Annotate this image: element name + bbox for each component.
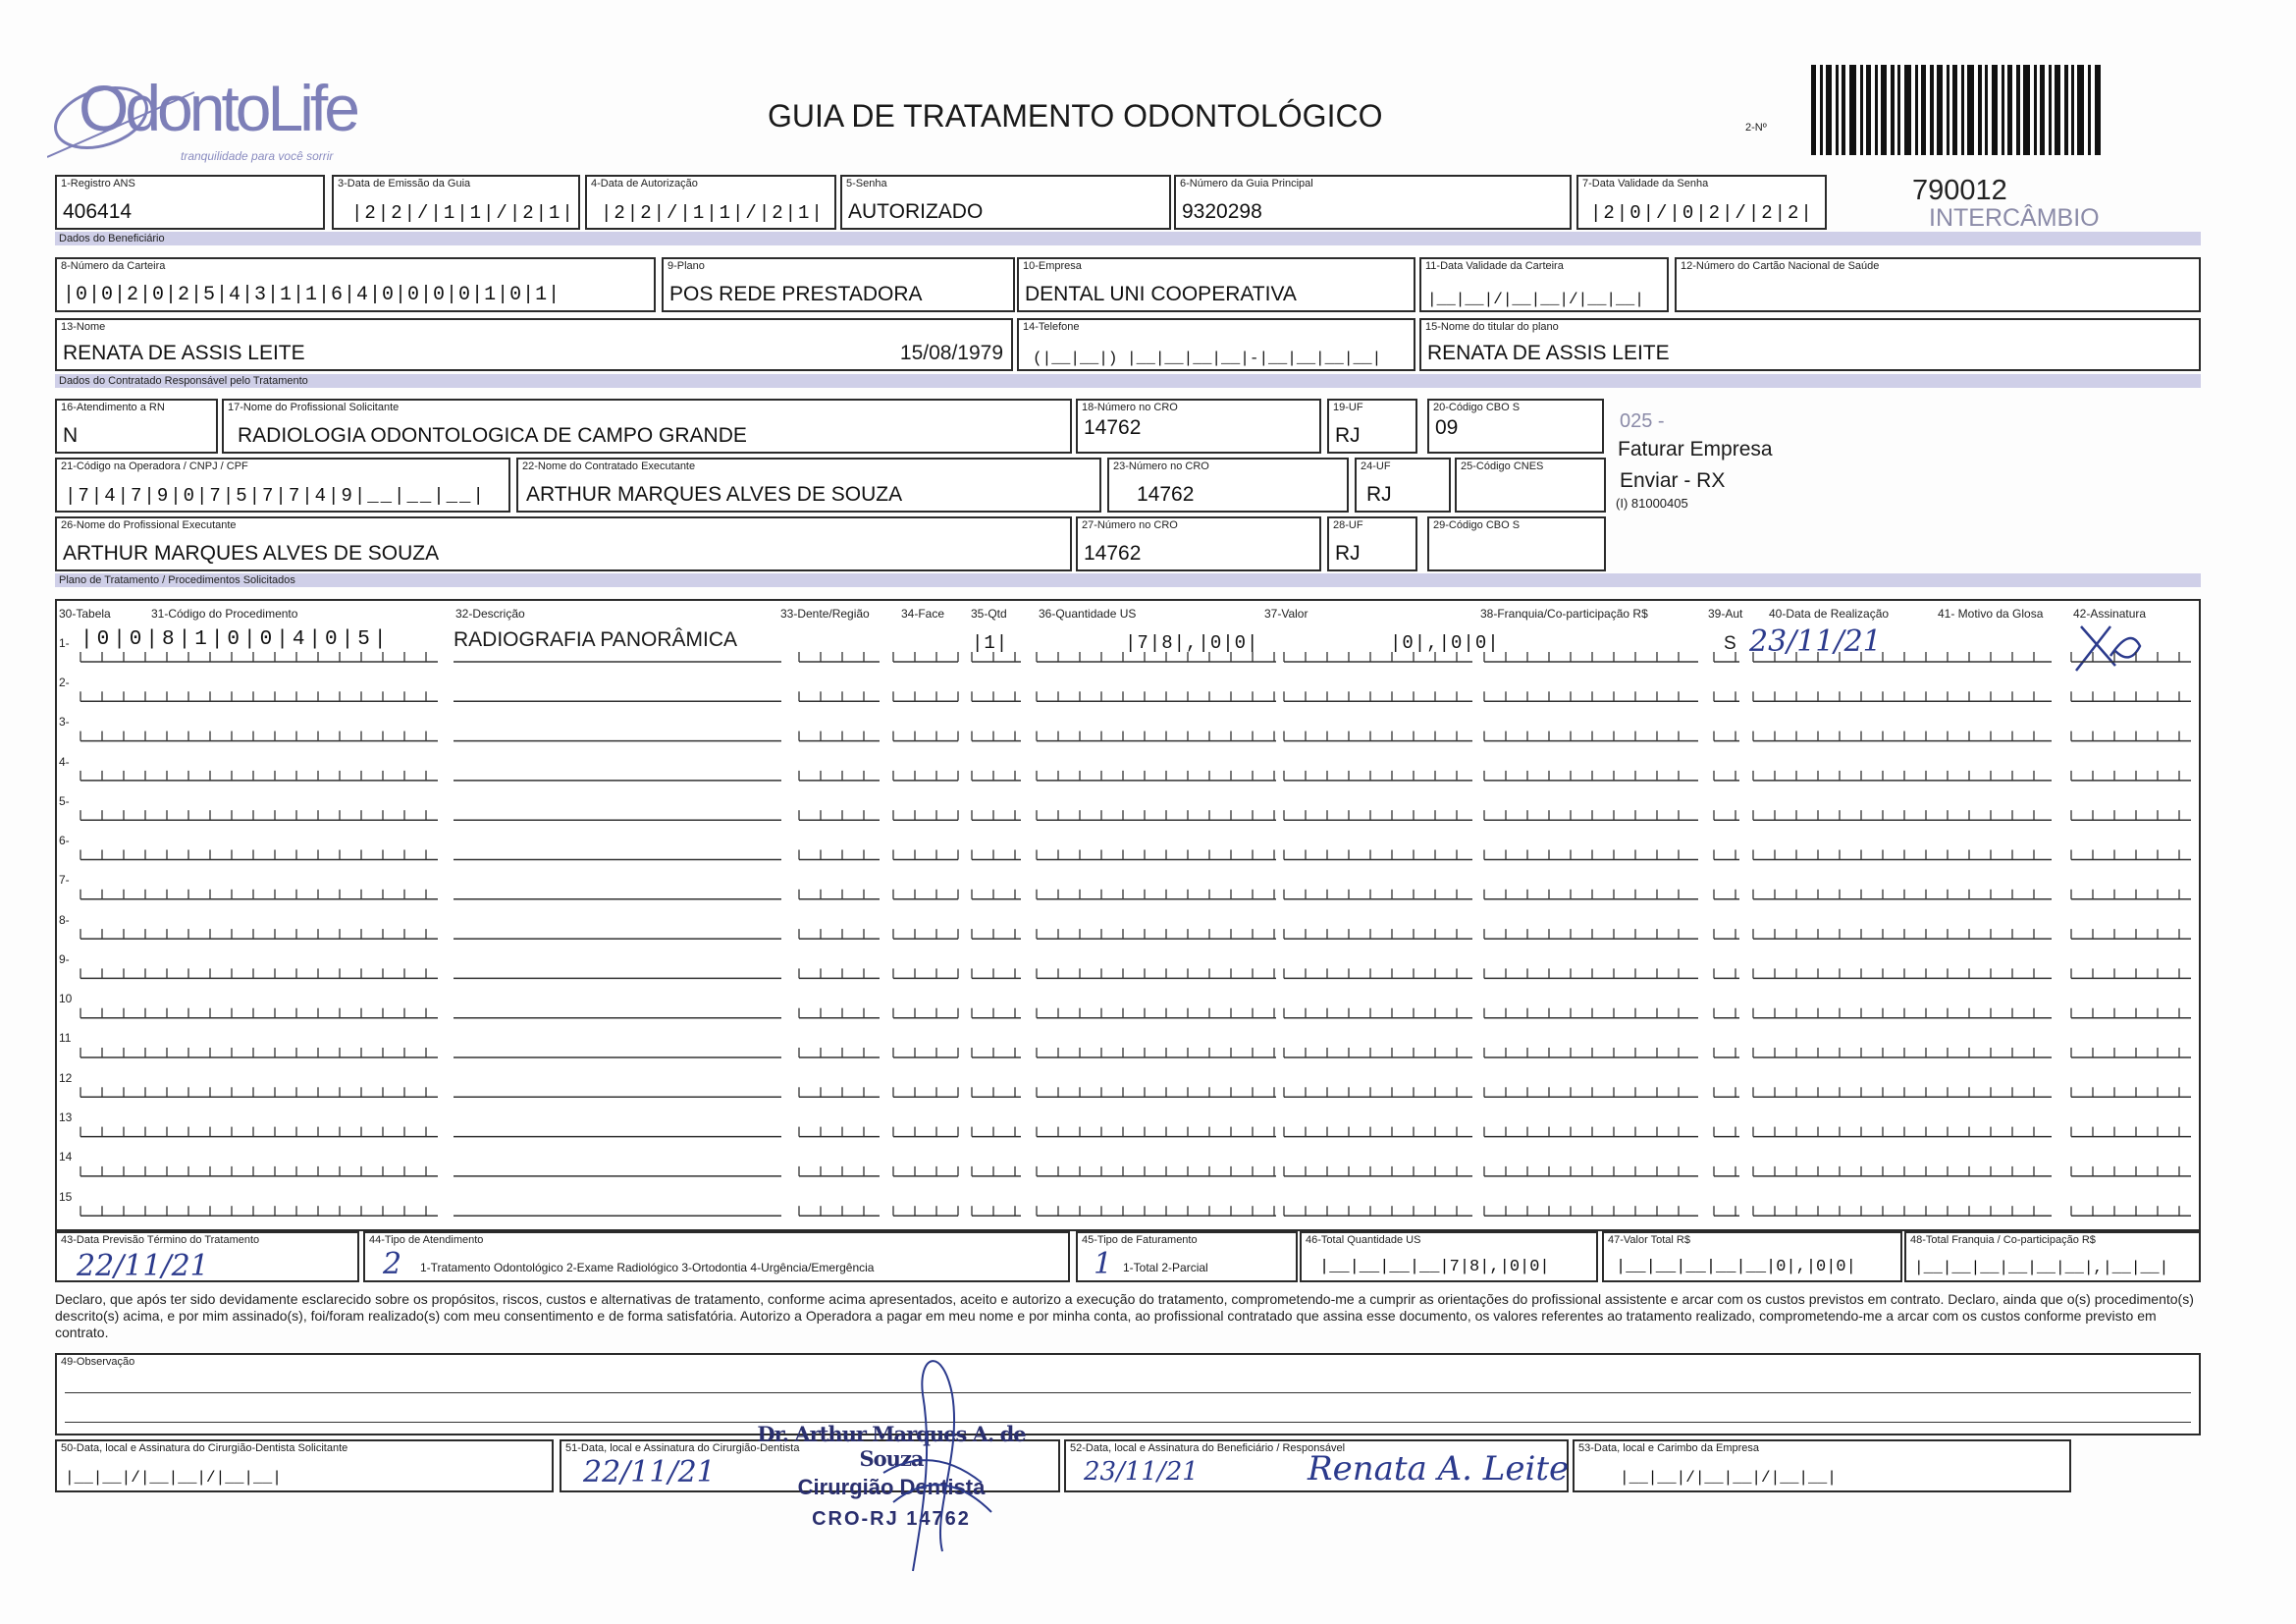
birth-date: 15/08/1979 [899,342,1003,364]
row-number: 9- [59,952,70,966]
field-label: 12-Número do Cartão Nacional de Saúde [1681,260,1880,272]
observacao-line [65,1422,2191,1423]
row-number: 6- [59,834,70,847]
section-beneficiario: Dados do Beneficiário [55,232,2201,245]
col-valor: 37-Valor [1264,607,1308,621]
row1-aut: S [1724,633,1736,654]
field-label: 7-Data Validade da Senha [1582,178,1709,189]
intercambio-label: INTERCÂMBIO [1929,204,2100,232]
row-number: 13 [59,1110,73,1124]
field-value: 14762 [1084,542,1142,565]
field-value: N [63,424,79,447]
col-quantidade-us: 36-Quantidade US [1039,607,1137,621]
side-note-codigo: (I) 81000405 [1616,496,1688,511]
field-label: 25-Código CNES [1461,460,1544,472]
field-label: 14-Telefone [1023,321,1080,333]
field-value: RJ [1366,483,1392,506]
guide-code: 790012 [1912,175,2007,206]
field-carimbo-empresa[interactable] [1573,1439,2071,1492]
row-number: 11 [59,1031,72,1045]
field-label: 46-Total Quantidade US [1306,1234,1421,1246]
row1-description: RADIOGRAFIA PANORÂMICA [454,628,737,651]
field-value: ARTHUR MARQUES ALVES DE SOUZA [63,542,440,565]
col-qtd: 35-Qtd [971,607,1007,621]
col-face: 34-Face [901,607,945,621]
field-label: 3-Data de Emissão da Guia [338,178,471,189]
field-label: 28-UF [1333,519,1363,531]
field-value: (|__|__|) |__|__|__|__|-|__|__|__|__| [1033,350,1382,367]
row1-valor: |0|,|0|0| [1390,632,1500,654]
field-label: 51-Data, local e Assinatura do Cirurgião-Dentista [565,1442,800,1454]
field-value: AUTORIZADO [848,200,984,223]
row1-quantidade-us: |7|8|,|0|0| [1125,632,1259,654]
field-value: 406414 [63,200,133,223]
field-value: RJ [1335,424,1361,447]
field-value: 9320298 [1182,200,1262,223]
row-number: 14 [59,1150,73,1164]
field-total-quantidade-us[interactable] [1300,1231,1598,1282]
col-data-realizacao: 40-Data de Realização [1769,607,1890,621]
field-valor-total[interactable] [1602,1231,1902,1282]
field-label: 21-Código na Operadora / CNPJ / CPF [61,460,248,472]
field-value: 14762 [1084,416,1142,439]
section-contratado: Dados do Contratado Responsável pelo Tratamento [55,374,2201,388]
field-value: POS REDE PRESTADORA [669,283,923,305]
row1-qtd: |1| [972,632,1009,654]
col-dente: 33-Dente/Região [780,607,870,621]
side-note-code: 025 - [1620,410,1665,432]
col-tabela: 30-Tabela [59,607,111,621]
field-label: 11-Data Validade da Carteira [1425,260,1564,272]
field-label: 49-Observação [61,1356,135,1368]
field-value-handwritten: 22/11/21 [583,1455,716,1489]
field-label: 23-Número no CRO [1113,460,1209,472]
field-label: 45-Tipo de Faturamento [1082,1234,1198,1246]
field-label: 17-Nome do Profissional Solicitante [228,402,400,413]
field-value: |__|__|__|__|__|__|,|__|__| [1914,1259,2169,1276]
field-label: 5-Senha [846,178,887,189]
row-number: 1- [59,636,70,650]
field-label: 10-Empresa [1023,260,1082,272]
field-label: 29-Código CBO S [1433,519,1521,531]
field-label: 16-Atendimento a RN [61,402,165,413]
field-options: 1-Total 2-Parcial [1123,1261,1208,1274]
field-label: 6-Número da Guia Principal [1180,178,1313,189]
field-value: |7|4|7|9|0|7|5|7|7|4|9|__|__|__| [65,485,486,507]
field-value: 14762 [1137,483,1195,506]
field-assinatura-beneficiario[interactable] [1064,1439,1569,1492]
field-value-handwritten: 2 [383,1247,402,1281]
field-label: 4-Data de Autorização [591,178,698,189]
row-number: 4- [59,755,70,769]
field-label: 15-Nome do titular do plano [1425,321,1559,333]
field-label: 47-Valor Total R$ [1608,1234,1690,1246]
field-label: 20-Código CBO S [1433,402,1521,413]
row-number: 5- [59,794,70,808]
field-value: RADIOLOGIA ODONTOLOGICA DE CAMPO GRANDE [238,424,747,447]
col-franquia: 38-Franquia/Co-participação R$ [1480,607,1648,621]
field-value-handwritten: 22/11/21 [77,1249,209,1283]
field-total-franquia[interactable] [1904,1231,2201,1282]
field-value: RENATA DE ASSIS LEITE [63,342,305,364]
field-observacao[interactable] [55,1353,2201,1435]
stamp-name: Dr. Arthur Marques A. de Souza [757,1422,1026,1471]
field-value: |__|__|/|__|__|/|__|__| [65,1469,282,1487]
field-label: 1-Registro ANS [61,178,135,189]
row1-code: |0|0|8|1|0|0|4|0|5| [80,628,391,651]
field-label: 52-Data, local e Assinatura do Beneficiário / Responsável [1070,1442,1346,1454]
field-value: |__|__|__|__|__|0|,|0|0| [1616,1258,1856,1276]
col-descricao: 32-Descrição [455,607,525,621]
col-codigo: 31-Código do Procedimento [151,607,298,621]
field-value: |__|__|/|__|__|/|__|__| [1427,291,1644,308]
observacao-line [65,1392,2191,1393]
field-value: |__|__|/|__|__|/|__|__| [1620,1469,1837,1487]
row1-date-handwritten: 23/11/21 [1749,624,1882,659]
field-label: 18-Número no CRO [1082,402,1178,413]
field-value: ARTHUR MARQUES ALVES DE SOUZA [526,483,903,506]
field-label: 24-UF [1361,460,1391,472]
side-note-enviar: Enviar - RX [1620,469,1726,492]
section-plano: Plano de Tratamento / Procedimentos Solicitados [55,573,2201,587]
field-value-handwritten: 1 [1094,1247,1113,1281]
col-aut: 39-Aut [1708,607,1743,621]
row-number: 7- [59,873,70,887]
field-label: 13-Nome [61,321,106,333]
field-label: 22-Nome do Contratado Executante [522,460,696,472]
field-tipo-atendimento[interactable] [363,1231,1070,1282]
field-options: 1-Tratamento Odontológico 2-Exame Radiológico 3-Ortodontia 4-Urgência/Emergência [420,1261,875,1274]
field-value: |2|0|/|0|2|/|2|2| [1590,202,1814,224]
col-assinatura: 42-Assinatura [2073,607,2147,621]
logo-text: OdontoLife [79,72,356,144]
beneficiary-signature: Renata A. Leite [1308,1449,1570,1489]
field-label: 50-Data, local e Assinatura do Cirurgião-Dentista Solicitante [61,1442,348,1454]
field-value: 09 [1435,416,1459,439]
field-value: |2|2|/|1|1|/|2|1| [601,202,825,224]
field-value: |0|0|2|0|2|5|4|3|1|1|6|4|0|0|0|0|1|0|1| [63,284,561,306]
stamp-cro: CRO-RJ 14762 [812,1508,971,1530]
field-label: 26-Nome do Profissional Executante [61,519,237,531]
row-number: 15 [59,1190,73,1204]
row-number: 8- [59,913,70,927]
stamp-title: Cirurgião Dentista [797,1475,986,1499]
field-label: 8-Número da Carteira [61,260,166,272]
field-tipo-faturamento[interactable] [1076,1231,1298,1282]
field-label: 19-UF [1333,402,1363,413]
row-number: 10 [59,992,73,1005]
declaration-text: Declaro, que após ter sido devidamente esclarecido sobre os propósitos, riscos, custos e alternativas de tratamento, conforme acima apresentados, aceito e autorizo a execução do tratamento, comprometendo-me a cumprir as orientações do profissional assistente e arcar com os custos previstos em contrato. Declaro, ainda que o(s) procedimento(s) descrito(s) acima, e por mim assinado(s), foi/foram realizado(s) com meu consentimento e de forma satisfatória. Autorizo a Operadora a pagar em meu nome e por minha conta, ao profissional contratado que assina esse documento, os valores referentes ao tratamento realizado, comprometendo-me a arcar com os custos conforme previsto em contrato. [55,1291,2194,1340]
row-number: 3- [59,715,70,729]
field-value: RENATA DE ASSIS LEITE [1427,342,1670,364]
field-data-previsao[interactable] [55,1231,359,1282]
field-label: 43-Data Previsão Término do Tratamento [61,1234,260,1246]
row-number: 12 [59,1071,73,1085]
field-label: 48-Total Franquia / Co-participação R$ [1910,1234,2096,1246]
field-value: |__|__|__|__|7|8|,|0|0| [1319,1258,1550,1276]
dentist-signature-icon [864,1335,1001,1581]
field-label: 9-Plano [667,260,705,272]
field-label: 53-Data, local e Carimbo da Empresa [1578,1442,1760,1454]
field-value: DENTAL UNI COOPERATIVA [1025,283,1297,305]
field-label: 44-Tipo de Atendimento [369,1234,484,1246]
col-motivo-glosa: 41- Motivo da Glosa [1938,607,2044,621]
field-value-handwritten: 23/11/21 [1084,1457,1199,1487]
guide-number-label: 2-Nº [1745,122,1767,134]
row-number: 2- [59,676,70,689]
field-assinatura-solicitante[interactable] [55,1439,554,1492]
page-title: GUIA DE TRATAMENTO ODONTOLÓGICO [768,98,1383,134]
logo-tagline: tranquilidade para você sorrir [181,149,334,163]
field-value: |2|2|/|1|1|/|2|1| [351,202,575,224]
field-label: 27-Número no CRO [1082,519,1178,531]
side-note-faturar: Faturar Empresa [1618,438,1773,460]
field-value: RJ [1335,542,1361,565]
